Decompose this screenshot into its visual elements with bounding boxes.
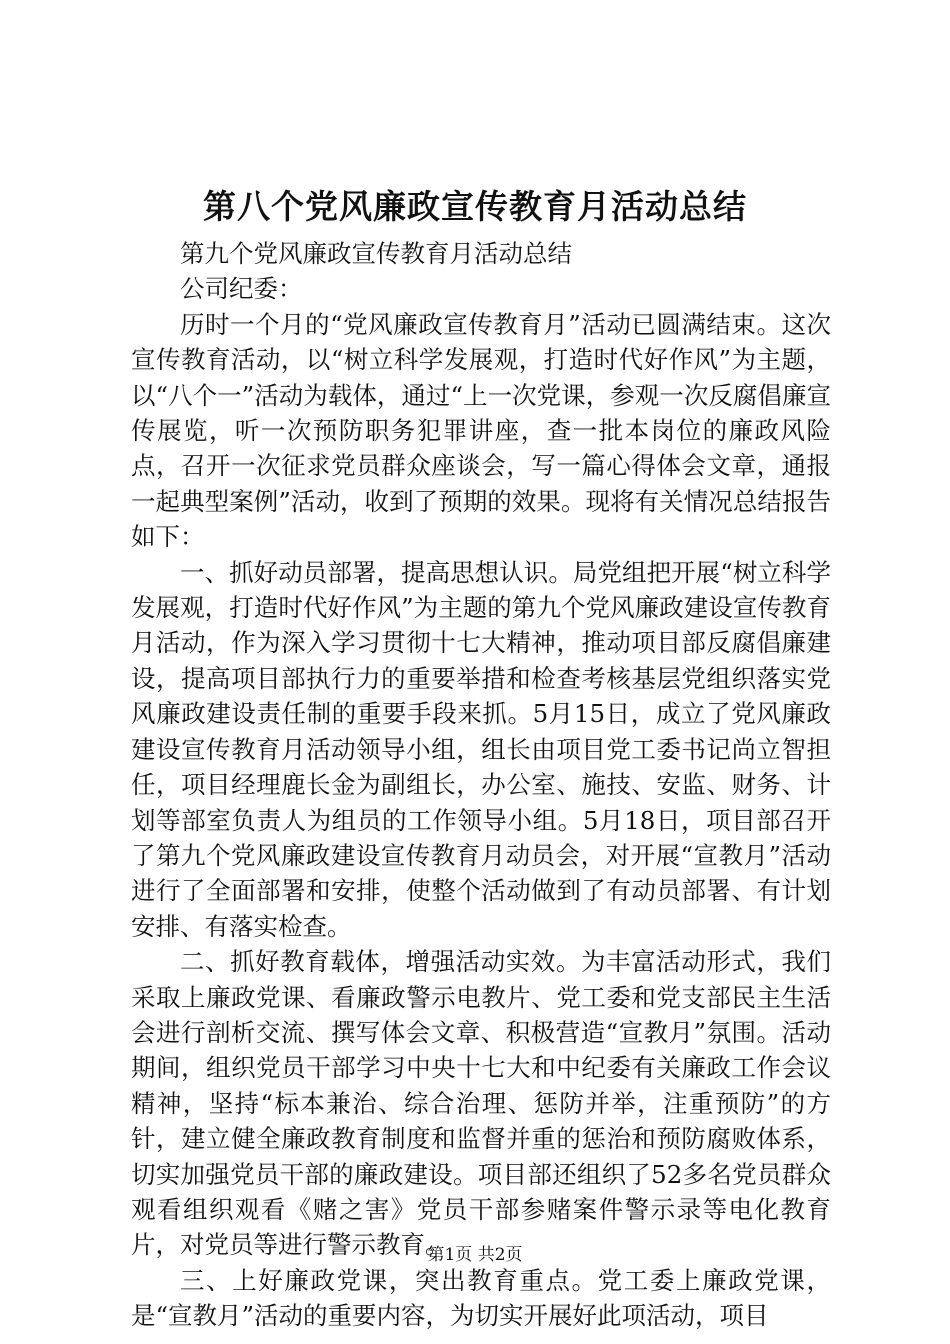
- salutation-paragraph: 公司纪委：: [180, 274, 303, 304]
- document-title: 第八个党风廉政宣传教育月活动总结: [203, 187, 747, 226]
- subtitle-paragraph: 第九个党风廉政宣传教育月活动总结: [180, 239, 572, 268]
- section-three-paragraph: 三、上好廉政党课，突出教育重点。党工委上廉政党课，是“宣教月”活动的重要内容，为切实开展好此项活动，项目: [131, 1265, 831, 1331]
- document-body: [131, 236, 831, 1334]
- intro-paragraph: 历时一个月的“党风廉政宣传教育月”活动已圆满结束。这次宣传教育活动，以“树立科学发展观，打造时代好作风”为主题，以“八个一”活动为载体，通过“上一次党课，参观一次反腐倡廉宣传展览，听一次预防职务犯罪讲座，查一批本岗位的廉政风险点，召开一次征求党员群众座谈会，写一篇心得体会文章，通报一起典型案例”活动，收到了预期的效果。现将有关情况总结报告如下：: [131, 309, 831, 552]
- section-one-paragraph: 一、抓好动员部署，提高思想认识。局党组把开展“树立科学发展观，打造时代好作风”为主题的第九个党风廉政建设宣传教育月活动，作为深入学习贯彻十七大精神，推动项目部反腐倡廉建设，提高项目部执行力的重要举措和检查考核基层党组织落实党风廉政建设责任制的重要手段来抓。5月15日，成立了党风廉政建设宣传教育月活动领导小组，组长由项目党工委书记尚立智担任，项目经理鹿长金为副组长，办公室、施技、安监、财务、计划等部室负责人为组员的工作领导小组。5月18日，项目部召开了第九个党风廉政建设宣传教育月动员会，对开展“宣教月”活动进行了全面部署和安排，使整个活动做到了有动员部署、有计划安排、有落实检查。: [131, 557, 831, 941]
- section-two-paragraph: 二、抓好教育载体，增强活动实效。为丰富活动形式，我们采取上廉政党课、看廉政警示电教片、党工委和党支部民主生活会进行剖析交流、撰写体会文章、积极营造“宣教月”氛围。活动期间，组织党员干部学习中央十七大和中纪委有关廉政工作会议精神，坚持“标本兼治、综合治理、惩防并举，注重预防”的方针，建立健全廉政教育制度和监督并重的惩治和预防腐败体系，切实加强党员干部的廉政建设。项目部还组织了52多名党员群众观看组织观看《赌之害》党员干部参赌案件警示录等电化教育片，对党员等进行警示教育。: [131, 947, 831, 1260]
- page-footer: 第1页 共2页: [427, 1245, 523, 1265]
